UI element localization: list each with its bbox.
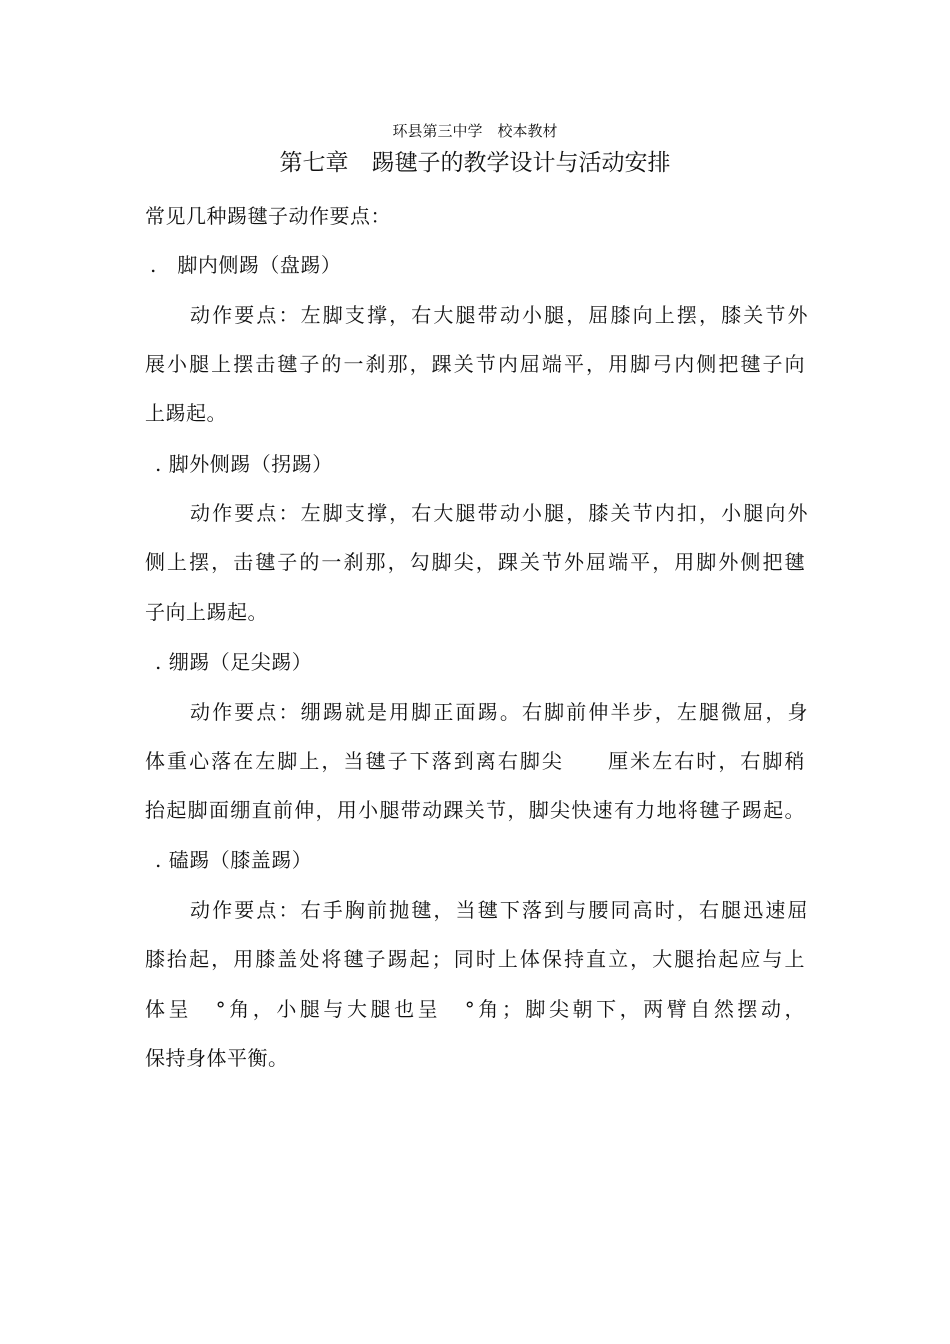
section-4-heading: . 磕踢（膝盖踢） xyxy=(155,848,313,872)
section-4-line-2: 膝抬起，用膝盖处将毽子踢起；同时上体保持直立，大腿抬起应与上 xyxy=(145,947,805,971)
section-4-line-4: 保持身体平衡。 xyxy=(145,1046,289,1070)
section-2-line-1: 动作要点：左脚支撑，右大腿带动小腿，膝关节内扣，小腿向外 xyxy=(190,501,808,525)
intro-text: 常见几种踢毽子动作要点： xyxy=(145,204,391,228)
section-1-line-2: 展小腿上摆击毽子的一刹那，踝关节内屈端平，用脚弓内侧把毽子向 xyxy=(145,352,805,376)
section-4-line-1: 动作要点：右手胸前抛毽，当毽下落到与腰同高时，右腿迅速屈 xyxy=(190,898,808,922)
section-3-line-3: 抬起脚面绷直前伸，用小腿带动踝关节，脚尖快速有力地将毽子踢起。 xyxy=(145,798,805,822)
section-2-line-3: 子向上踢起。 xyxy=(145,600,268,624)
section-1-line-3: 上踢起。 xyxy=(145,401,227,425)
section-1-heading: . 脚内侧踢（盘踢） xyxy=(150,253,342,277)
chapter-title: 第七章 踢毽子的教学设计与活动安排 xyxy=(279,150,671,176)
section-2-line-2: 侧上摆，击毽子的一刹那，勾脚尖，踝关节外屈端平，用脚外侧把毽 xyxy=(145,550,805,574)
section-4-line-3: 体呈 °角，小腿与大腿也呈 °角；脚尖朝下，两臂自然摆动， xyxy=(145,997,805,1021)
section-3-line-1: 动作要点：绷踢就是用脚正面踢。右脚前伸半步，左腿微屈，身 xyxy=(190,700,808,724)
section-3-heading: . 绷踢（足尖踢） xyxy=(155,650,313,674)
section-1-line-1: 动作要点：左脚支撑，右大腿带动小腿，屈膝向上摆，膝关节外 xyxy=(190,303,808,327)
page-header: 环县第三中学 校本教材 xyxy=(392,122,558,140)
section-2-heading: . 脚外侧踢（拐踢） xyxy=(155,452,333,476)
section-3-line-2: 体重心落在左脚上，当毽子下落到离右脚尖 厘米左右时，右脚稍 xyxy=(145,749,805,773)
